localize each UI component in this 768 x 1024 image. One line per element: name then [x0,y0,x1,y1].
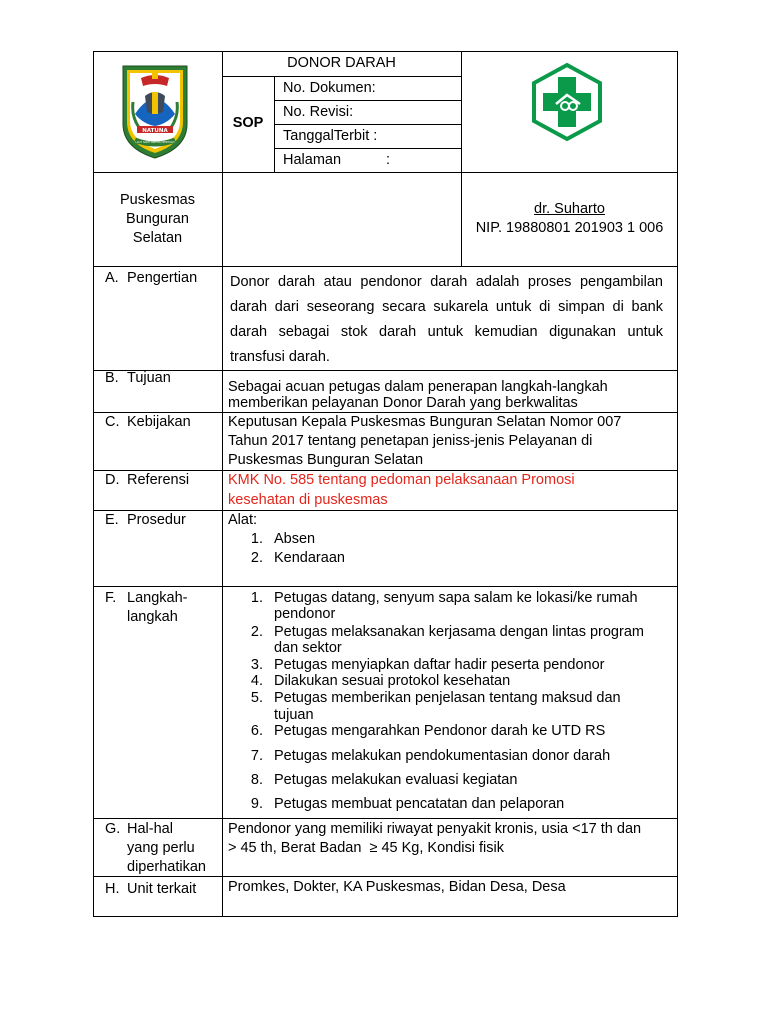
step-number: 9. [250,796,263,812]
puskesmas-logo [528,62,606,142]
divider [93,510,678,511]
step-text: Petugas melaksanakan kerjasama dengan lintas program [274,624,644,640]
section-f-label-line2: langkah [127,609,178,625]
section-e-intro: Alat: [228,512,258,528]
list-item: Kendaraan [274,550,345,566]
section-d-text-line2: kesehatan di puskesmas [228,492,388,508]
step-text: Petugas membuat pencatatan dan pelaporan [274,796,565,812]
section-g-label-line3: diperhatikan [127,859,206,875]
section-e-label: Prosedur [127,512,186,528]
section-c-text-line2: Tahun 2017 tentang penetapan jeniss-jenis Pelayanan di [228,433,593,449]
section-d-text-line1: KMK No. 585 tentang pedoman pelaksanaan Promosi [228,472,575,488]
sop-label: SOP [232,115,264,131]
section-f-label-line1: Langkah- [127,590,188,606]
section-g-text-line2: > 45 th, Berat Badan ≥ 45 Kg, Kondisi fisik [228,840,504,856]
list-item: Absen [274,531,316,547]
step-number: 2. [250,624,263,640]
divider [274,76,275,172]
logo-banner-text: NATUNA [142,128,168,134]
step-number: 4. [250,673,263,689]
regency-logo [115,62,195,162]
section-b-letter: B. [105,370,119,386]
divider [274,100,461,101]
divider [222,76,461,77]
section-h-text: Promkes, Dokter, KA Puskesmas, Bidan Desa, Desa [228,879,566,895]
section-b-text-line2: memberikan pelayanan Donor Darah yang berkwalitas [228,395,578,411]
divider [93,818,678,819]
step-text: Petugas datang, senyum sapa salam ke lokasi/ke rumah [274,590,638,606]
divider [274,124,461,125]
divider [222,51,223,266]
step-text: Petugas mengarahkan Pendonor darah ke UTD RS [274,723,606,739]
step-number: 1. [250,590,263,606]
document-number-label: No. Dokumen: [283,80,376,96]
divider [93,370,678,371]
section-g-label-line2: yang perlu [127,840,195,856]
section-c-letter: C. [105,414,120,430]
step-number: 3. [250,657,263,673]
section-g-letter: G. [105,821,121,837]
list-item-number: 2. [250,550,263,566]
section-g-label-line1: Hal-hal [127,821,173,837]
step-number: 7. [250,748,263,764]
facility-name-line2: Bunguran [126,211,189,227]
page-label: Halaman [283,152,342,168]
document-title: DONOR DARAH [287,55,396,71]
revision-number-label: No. Revisi: [283,104,354,120]
signer-name: dr. Suharto [534,201,605,217]
step-text: Petugas menyiapkan daftar hadir peserta pendonor [274,657,605,673]
section-d-letter: D. [105,472,120,488]
divider [93,876,678,877]
section-c-text-line3: Puskesmas Bunguran Selatan [228,452,424,468]
facility-name-line3: Selatan [132,230,183,246]
section-b-text-line1: Sebagai acuan petugas dalam penerapan langkah-langkah [228,379,608,395]
divider [93,266,678,267]
step-text: pendonor [274,606,336,622]
section-a-text: Donor darah atau pendonor darah adalah proses pengambilan darah dari seseorang secara sukarela untuk di simpan di bank darah sebagai stok darah untuk kemudian digunakan untuk transfusi darah. [230,274,663,365]
section-a-label: Pengertian [127,270,198,286]
divider [93,586,678,587]
section-h-letter: H. [105,881,120,897]
step-text: Dilakukan sesuai protokol kesehatan [274,673,511,689]
list-item-number: 1. [250,531,263,547]
section-f-letter: F. [105,590,117,606]
step-number: 6. [250,723,263,739]
section-c-text-line1: Keputusan Kepala Puskesmas Bunguran Selatan Nomor 007 [228,414,622,430]
divider [274,148,461,149]
step-text: Petugas melakukan pendokumentasian donor darah [274,748,611,764]
step-number: 5. [250,690,263,706]
section-g-text-line1: Pendonor yang memiliki riwayat penyakit kronis, usia <17 th dan [228,821,642,837]
step-number: 8. [250,772,263,788]
section-e-letter: E. [105,512,119,528]
signer-nip: NIP. 19880801 201903 1 006 [475,220,664,236]
divider [93,412,678,413]
logo-motto-text: LAUT SAKTI RANTAU BERTUAH [135,141,175,144]
section-a-letter: A. [105,270,119,286]
step-text: dan sektor [274,640,342,656]
section-h-label: Unit terkait [127,881,197,897]
section-d-label: Referensi [127,472,190,488]
divider [93,470,678,471]
facility-name-line1: Puskesmas [120,192,195,208]
section-b-label: Tujuan [127,370,171,386]
publish-date-label: TanggalTerbit : [283,128,378,144]
page-colon: : [386,152,391,168]
divider [93,172,678,173]
step-text: Petugas melakukan evaluasi kegiatan [274,772,518,788]
step-text: tujuan [274,707,314,723]
divider [222,266,223,917]
section-c-label: Kebijakan [127,414,191,430]
step-text: Petugas memberikan penjelasan tentang maksud dan [274,690,621,706]
